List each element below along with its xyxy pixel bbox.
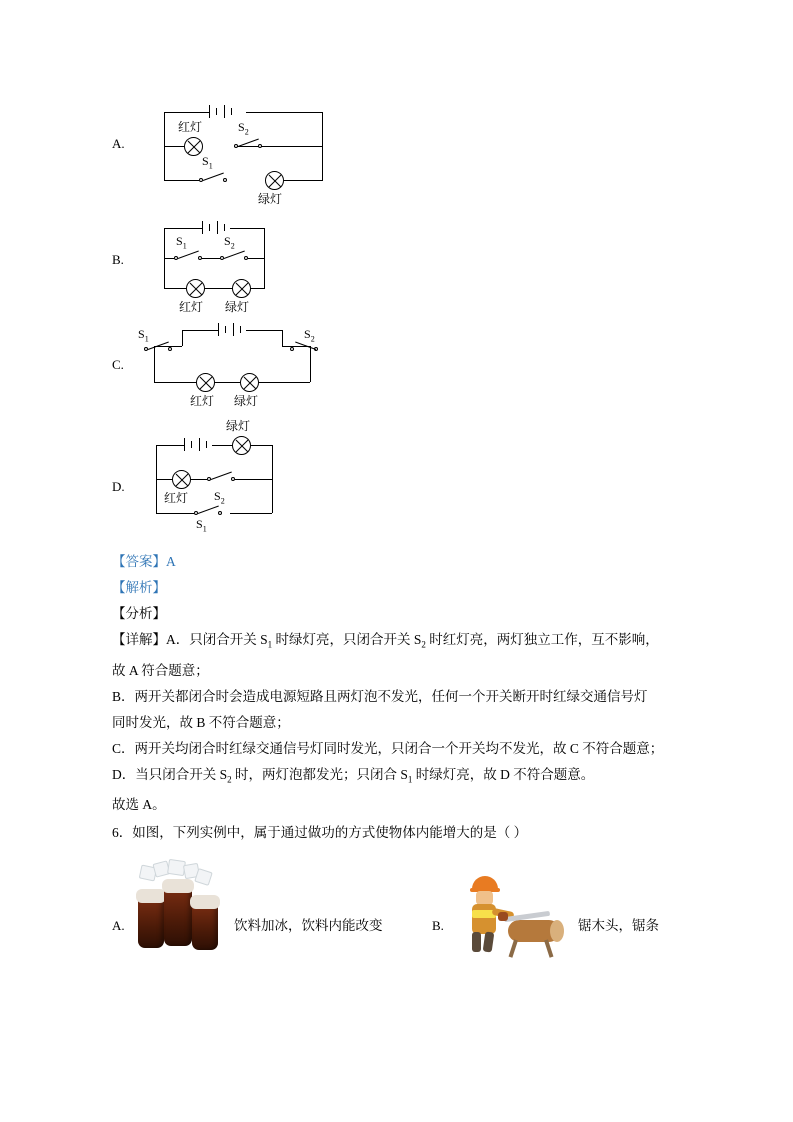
saw-handle [498,912,508,921]
switch-s1-label: $S_1$ [202,154,213,171]
option-c-row [112,315,682,423]
explanation-a-mid: 时绿灯亮，只闭合开关 S [272,632,422,647]
lamp-green [240,373,259,392]
lamp-red [172,470,191,489]
option-d-circuit [134,419,334,541]
photo-options-row [112,856,682,966]
photo-option-a [112,856,383,956]
lamp-red [184,137,203,156]
photo-option-a-letter: A. [112,918,125,934]
option-d-row [112,419,682,543]
lamp-green [232,436,251,455]
switch-s1-label: $S_1$ [176,234,187,251]
switch-s2-label: $S_2$ [304,327,315,344]
switch-s1-label: $S_1$ [196,517,207,534]
battery-symbol [218,323,244,337]
cola-glasses-image [132,856,228,956]
lamp-red [186,279,205,298]
switch-s1-label: $S_1$ [138,327,149,344]
explanation-line-b1: B．两开关都闭合时会造成电源短路且两灯泡不发光，任何一个开关断开时红绿交通信号灯 [112,688,648,704]
switch-s2-label: $S_2$ [238,120,249,137]
answer-line [112,549,682,575]
photo-option-a-caption: 饮料加冰，饮料内能改变 [234,918,383,934]
page-content [112,80,682,966]
switch-s2 [207,473,235,485]
switch-s1 [144,343,172,355]
explanation-d-sub2: 1 [407,774,413,785]
explanation-d-pre: D．当只闭合开关 S [112,766,228,782]
question-6 [112,820,682,846]
explanation-line-b2: 同时发光，故 B 不符合题意； [112,714,290,730]
option-b-circuit [134,210,334,314]
option-c-circuit [134,315,334,415]
lamp-green [232,279,251,298]
option-c-letter: C. [112,357,124,372]
option-b-letter: B. [112,252,124,267]
explanation-a-sub1: 1 [267,639,273,650]
switch-s2 [234,140,262,152]
explanation-line-d [112,762,682,793]
lamp-green-label: 绿灯 [226,419,251,433]
battery-symbol [184,438,210,452]
analysis-header: 【解析】 [112,580,166,595]
explanation-line-a [112,627,682,658]
switch-s2-label: $S_2$ [214,489,225,506]
lamp-green-label: 绿灯 [225,300,250,314]
lamp-red-label: 红灯 [178,120,203,134]
explanation-line-a-cont: 故 A 符合题意； [112,662,209,678]
explanation-d-sub1: 2 [227,774,232,785]
option-d-letter: D. [112,479,125,494]
answer-value: A [166,554,176,569]
man-sawing-image [452,856,572,956]
lamp-red-label: 红灯 [190,394,215,408]
analysis-sub-header: 【分析】 [112,606,166,621]
lamp-green [265,171,284,190]
explanation-a-sub2: 2 [421,639,426,650]
option-a-letter: A. [112,136,125,151]
photo-option-b [432,856,659,956]
answer-label: 【答案】 [112,554,166,569]
battery-symbol [202,221,228,235]
explanation-a-pre: 【详解】A．只闭合开关 S [112,632,268,647]
lamp-green-label: 绿灯 [234,394,259,408]
switch-s2 [290,343,318,355]
battery-symbol [209,105,235,119]
option-b-row [112,210,682,315]
explanation-line-c: C．两开关均闭合时红绿交通信号灯同时发光，只闭合一个开关均不发光，故 C 不符合题意； [112,740,664,756]
explanation-a-post: 时红灯亮，两灯独立工作，互不影响， [425,632,659,647]
switch-s2 [220,252,248,264]
explanation-conclusion: 故选 A。 [112,797,166,813]
switch-s2-label: $S_2$ [224,234,235,251]
switch-s1 [174,252,202,264]
switch-s1 [199,174,227,186]
explanation-d-post: 时绿灯亮，故 D 不符合题意。 [412,766,595,782]
explanation-d-mid: 时，两灯泡都发光；只闭合 S [231,766,408,782]
question-6-text: 如图，下列实例中，属于通过做功的方式使物体内能增大的是（ ） [132,825,528,841]
lamp-red [196,373,215,392]
question-6-number: 6． [112,825,133,841]
option-a-circuit [134,80,334,205]
lamp-red-label: 红灯 [179,300,204,314]
photo-option-b-letter: B. [432,918,444,934]
lamp-green-label: 绿灯 [258,192,283,206]
option-a-row [112,80,682,210]
photo-option-b-caption: 锯木头，锯条 [578,918,659,934]
lamp-red-label: 红灯 [164,491,189,505]
